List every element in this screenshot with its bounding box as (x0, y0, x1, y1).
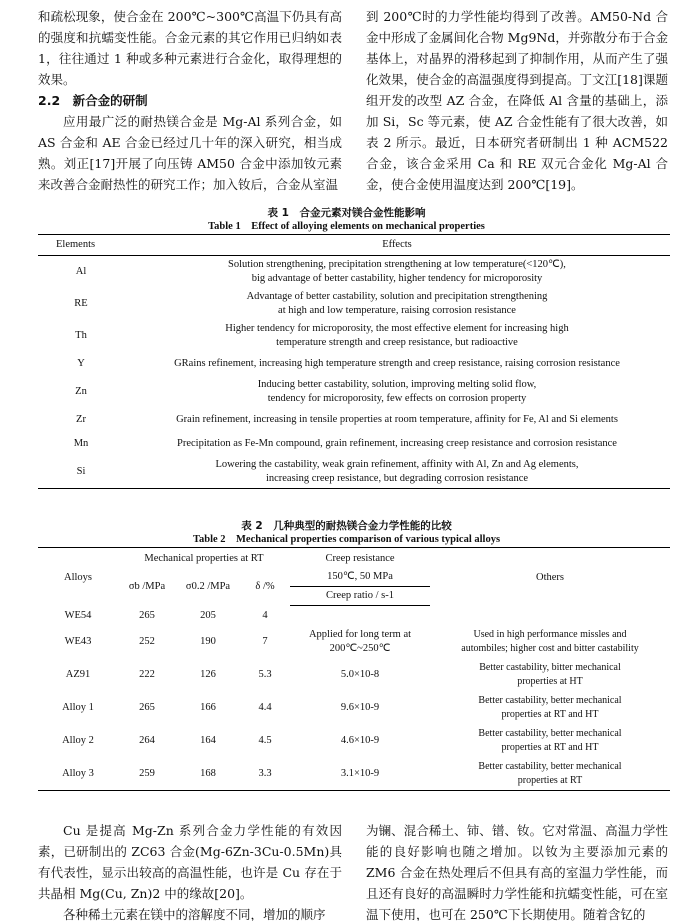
others-line: Better castability, better mechanical (478, 760, 622, 772)
element-cell: Y (77, 358, 85, 369)
creep-line: 9.6×10-9 (340, 702, 380, 713)
creep-cell (290, 606, 430, 626)
alloy-cell: Alloy 3 (38, 758, 118, 791)
effects-cell (124, 408, 670, 432)
effects-line: Solution strengthening, precipitation strengthening at low temperature(<120℃), (228, 259, 566, 270)
table1-row (38, 320, 670, 352)
sigma-b-cell: 265 (139, 609, 155, 621)
header-creep-resistance: Creep resistance (290, 548, 430, 569)
header-sigma-b: σb /MPa (128, 580, 166, 592)
others-cell (430, 606, 670, 626)
effects-cell (124, 256, 670, 289)
table2-row (38, 725, 670, 758)
sigma-b-cell: 265 (139, 702, 155, 713)
table1-row (38, 376, 670, 408)
alloy-cell: Alloy 1 (62, 702, 94, 713)
others-line: properties at RT (517, 774, 583, 786)
effects-line: increasing creep resistance, but degrading corrosion resistance (265, 473, 529, 484)
top-right-column (366, 6, 668, 195)
alloy-cell: AZ91 (65, 669, 91, 680)
table-alloying-effects (38, 234, 670, 489)
element-cell: Th (75, 330, 87, 341)
sigma-b-cell: 252 (139, 636, 155, 647)
sigma-02-cell: 190 (200, 636, 216, 647)
table2-row (38, 659, 670, 692)
header-creep-ratio: Creep ratio / s-1 (290, 587, 430, 606)
sigma-02-cell: 164 (200, 735, 216, 746)
creep-line: Applied for long term at (308, 629, 412, 640)
effects-cell (124, 288, 670, 320)
table1-row (38, 408, 670, 432)
header-others: Others (430, 548, 670, 606)
creep-cell (290, 626, 430, 659)
effects-line: GRains refinement, increasing high temperature strength and creep resistance, raising corrosion resistance (174, 358, 620, 369)
others-line: Better castability, better mechanical (478, 695, 622, 706)
table-mechanical-properties (38, 547, 670, 791)
bottom-right-column (366, 820, 668, 921)
header-delta: δ /% (255, 580, 275, 592)
sigma-b-cell: 222 (139, 669, 155, 680)
delta-cell: 5.3 (258, 669, 272, 680)
creep-cell (290, 725, 430, 758)
effects-line: temperature strength and creep resistance, but radioactive (276, 337, 518, 348)
effects-cell (124, 432, 670, 456)
alloy-cell: WE43 (64, 636, 92, 647)
creep-cell (290, 659, 430, 692)
others-cell (430, 758, 670, 791)
others-line: Used in high performance missles and (473, 629, 627, 640)
table1-row (38, 288, 670, 320)
others-cell (430, 725, 670, 758)
header-elements: Elements (38, 235, 124, 256)
section-heading: 2.2 新合金的研制 (38, 93, 148, 108)
effects-cell (124, 320, 670, 352)
table2-caption-zh: 表 2 几种典型的耐热镁合金力学性能的比较 (241, 520, 452, 532)
sigma-02-cell: 166 (200, 702, 216, 713)
effects-line: Precipitation as Fe-Mn compound, grain refinement, increasing creep resistance and corrosion resistance (177, 438, 617, 449)
effects-line: Grain refinement, increasing in tensile properties at room temperature, affinity for Fe, Al and Si elements (176, 414, 618, 425)
creep-line: 200℃~250℃ (329, 643, 391, 654)
effects-cell (124, 456, 670, 489)
element-cell: RE (74, 298, 88, 309)
table2-caption (0, 520, 693, 546)
delta-cell: 4.5 (258, 735, 272, 746)
element-cell: Si (38, 456, 124, 489)
paragraph-am50-nd: 到 200℃时的力学性能均得到了改善。AM50-Nd 合金中形成了金属间化合物 Mg9Nd，并弥散分布于合金基体上，对晶界的滑移起到了抑制作用，从而产生了强化效果，使合金的高温强度得到提高。丁文江[18]课题组开发的改型 AZ 合金，在降低 Al 含量的基础上，添加 Si，Sc 等元素，使 AZ 合金性能有了很大改善，如表 2 所示。最近，日本研究者研制出 1 种 ACM522 合金，该合金采用 Ca 和 RE 双元合金化 Mg-Al 合金，使合金使用温度达到 200℃[19]。 (366, 9, 668, 192)
delta-cell: 4 (262, 609, 268, 621)
header-sigma-02: σ0.2 /MPa (185, 580, 231, 592)
table2-row (38, 626, 670, 659)
effects-cell (124, 352, 670, 376)
sigma-02-cell: 168 (176, 758, 240, 791)
others-line: properties at HT (517, 676, 583, 687)
table1-row (38, 352, 670, 376)
others-cell (430, 626, 670, 659)
header-alloys: Alloys (38, 548, 118, 606)
header-effects: Effects (124, 235, 670, 256)
top-left-column (38, 6, 342, 195)
element-cell: Mn (73, 438, 89, 449)
effects-line: at high and low temperature, raising corrosion resistance (278, 305, 516, 316)
element-cell: Zn (75, 386, 87, 397)
table1-row (38, 256, 670, 289)
creep-cell (290, 758, 430, 791)
table1-caption-en: Table 1 Effect of alloying elements on mechanical properties (208, 221, 485, 232)
sigma-b-cell: 259 (118, 758, 176, 791)
others-line: autombiles; higher cost and bitter castability (461, 643, 639, 654)
others-line: Better castability, better mechanical (478, 728, 622, 739)
alloy-cell: WE54 (64, 609, 92, 621)
others-line: properties at RT and HT (501, 742, 599, 753)
header-creep-condition: 150℃, 50 MPa (290, 568, 430, 587)
paragraph-heat-resistant-alloys: 应用最广泛的耐热镁合金是 Mg-Al 系列合金，如 AS 合金和 AE 合金已经过几十年的深入研究，相当成熟。刘正[17]开展了向压铸 AM50 合金中添加钕元素来改善合金耐热性的研究工作；加入钕后，合金从室温 (38, 114, 342, 192)
others-line: properties at RT and HT (501, 709, 599, 720)
paragraph-rare-earth: 各种稀土元素在镁中的溶解度不同，增加的顺序 (63, 907, 326, 921)
effects-cell (124, 376, 670, 408)
table2-row (38, 606, 670, 626)
effects-line: Advantage of better castability, solution and precipitation strengthening (246, 291, 548, 302)
sigma-02-cell: 205 (200, 609, 216, 621)
element-cell: Al (75, 266, 87, 277)
alloy-cell: Alloy 2 (62, 735, 94, 746)
creep-line: 4.6×10-9 (340, 735, 380, 746)
element-cell: Zr (76, 414, 86, 425)
effects-line: Higher tendency for microporosity, the most effective element for increasing high (225, 323, 569, 334)
effects-line: Lowering the castability, weak grain refinement, affinity with Al, Zn and Ag elements, (215, 459, 579, 470)
effects-line: big advantage of better castability, higher tendency for microporosity (251, 273, 543, 284)
delta-cell: 4.4 (258, 702, 272, 713)
effects-line: tendency for microporosity, few effects on corrosion property (267, 393, 527, 404)
table1-row (38, 456, 670, 489)
delta-cell: 7 (262, 636, 268, 647)
sigma-02-cell: 126 (200, 669, 216, 680)
bottom-left-column (38, 820, 342, 921)
others-cell (430, 692, 670, 725)
paragraph-continued: 和疏松现象，使合金在 200℃~300℃高温下仍具有高的强度和抗蠕变性能。合金元素的其它作用已归纳如表 1，往往通过 1 种或多种元素进行合金化，取得理想的效果。 (38, 9, 342, 87)
paragraph-zm6: 为镧、混合稀土、铈、镨、钕。它对常温、高温力学性能的良好影响也随之增加。以钕为主要添加元素的 ZM6 合金在热处理后不但具有高的室温力学性能，而且还有良好的高温瞬时力学性能和抗蠕变性能，可在室温下使用，也可在 250℃下长期使用。随着含钇的 (366, 823, 668, 921)
others-line: Better castability, bitter mechanical (479, 662, 621, 673)
effects-line: Inducing better castability, solution, improving melting solid flow, (257, 379, 537, 390)
table1-caption-zh: 表 1 合金元素对镁合金性能影响 (267, 207, 426, 219)
sigma-b-cell: 264 (139, 735, 155, 746)
creep-line: 5.0×10-8 (340, 669, 380, 680)
table2-row (38, 758, 670, 791)
creep-cell (290, 692, 430, 725)
table1-row (38, 432, 670, 456)
delta-cell: 3.3 (240, 758, 290, 791)
table1-caption (0, 207, 693, 233)
others-cell (430, 659, 670, 692)
creep-line: 3.1×10-9 (340, 767, 380, 779)
table2-row (38, 692, 670, 725)
header-mech-props: Mechanical properties at RT (118, 548, 290, 569)
paragraph-cu: Cu 是提高 Mg-Zn 系列合金力学性能的有效因素，已研制出的 ZC63 合金(Mg-6Zn-3Cu-0.5Mn)具有代表性，显示出较高的高温性能，也许是 Cu 存在于共晶相 Mg(Cu, Zn)2 中的缘故[20]。 (38, 823, 343, 901)
table2-caption-en: Table 2 Mechanical properties comparison of various typical alloys (192, 534, 501, 545)
